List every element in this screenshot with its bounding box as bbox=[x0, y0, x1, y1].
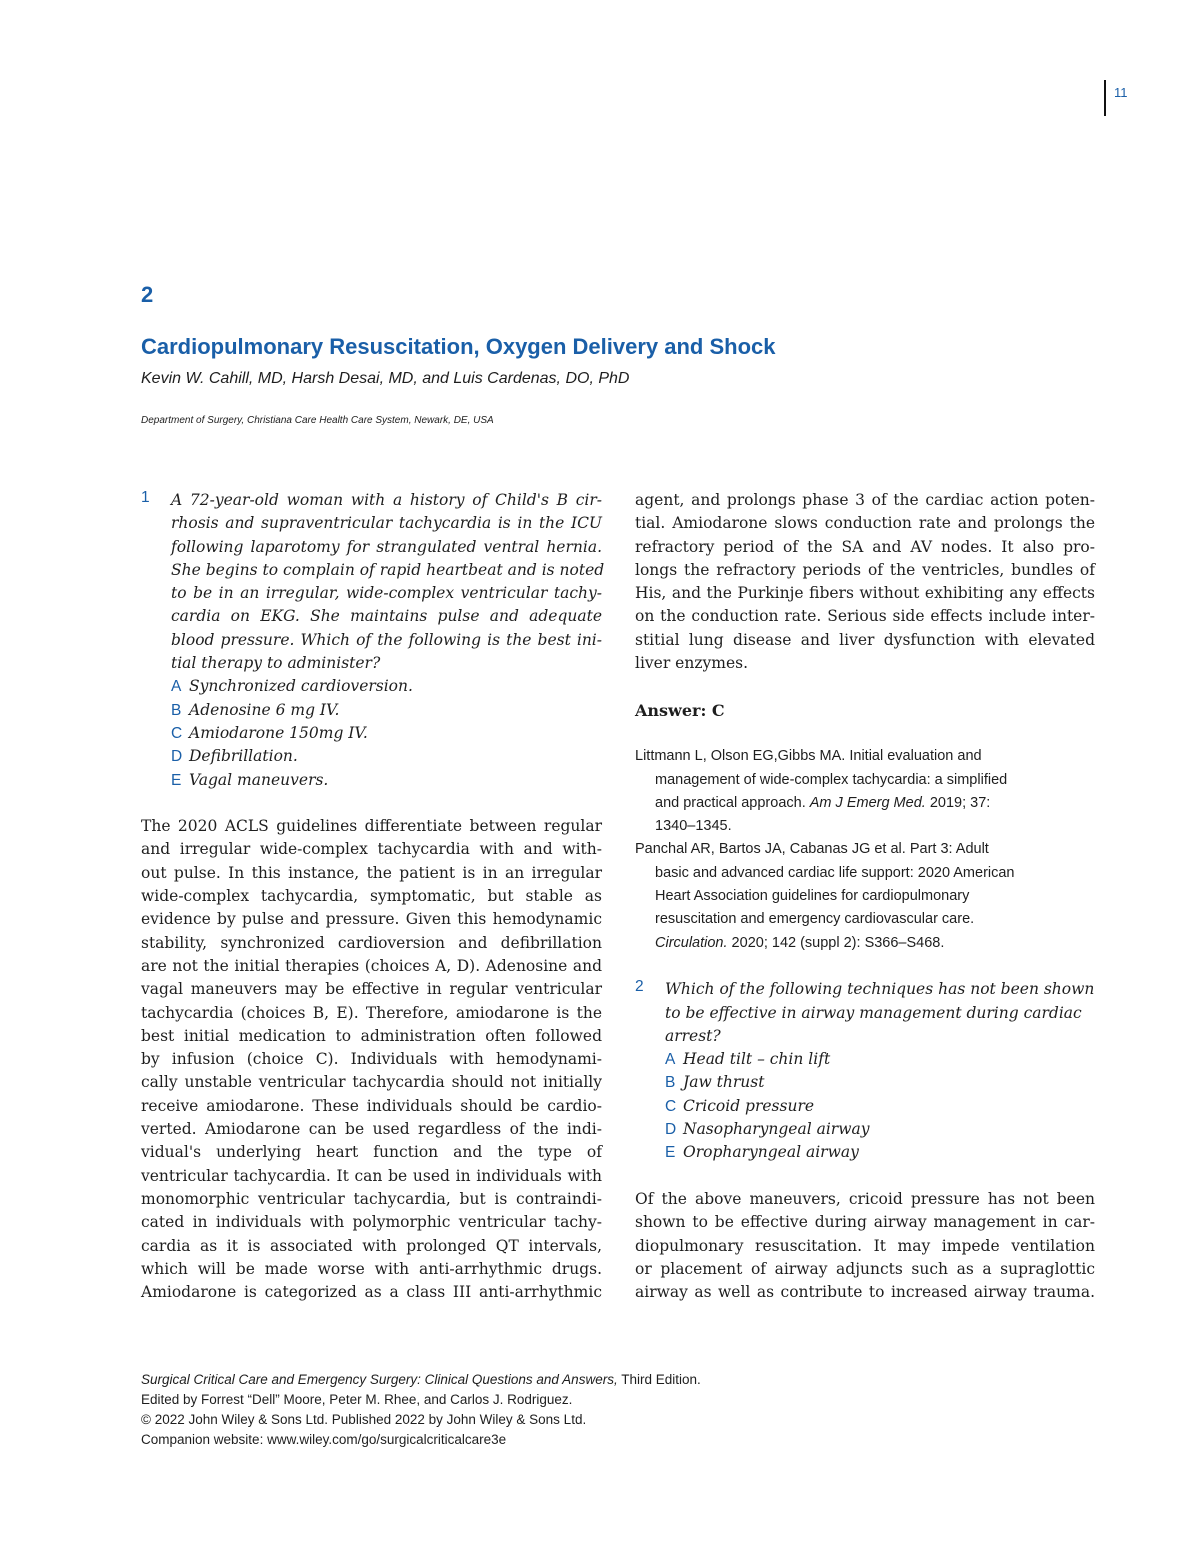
reference-line: 1340–1345. bbox=[655, 818, 732, 835]
answer-option bbox=[141, 699, 602, 722]
answer-option bbox=[141, 745, 602, 768]
stem-line: rhosis and supraventricular tachycardia is in the ICU bbox=[171, 514, 602, 533]
answer-option bbox=[141, 675, 602, 698]
body-line: cated in individuals with polymorphic ventricular tachy- bbox=[141, 1213, 602, 1232]
body-line: The 2020 ACLS guidelines differentiate between regular bbox=[141, 817, 602, 836]
answer-option bbox=[635, 1141, 1095, 1164]
spacer bbox=[635, 722, 1095, 745]
reference-line: resuscitation and emergency cardiovascular care. bbox=[655, 911, 975, 928]
body-line: agent, and prolongs phase 3 of the cardiac action poten- bbox=[635, 491, 1095, 509]
footer-editors: Edited by Forrest “Dell” Moore, Peter M. Rhee, and Carlos J. Rodriguez. bbox=[141, 1392, 573, 1407]
footer-website: Companion website: www.wiley.com/go/surgicalcriticalcare3e bbox=[141, 1432, 507, 1447]
body-line: vidual's underlying heart function and the type of bbox=[141, 1143, 602, 1162]
option-letter: C bbox=[171, 724, 183, 742]
answer-option bbox=[635, 1095, 1095, 1118]
spacer bbox=[635, 955, 1095, 978]
book-title: Surgical Critical Care and Emergency Surgery: Clinical Questions and Answers, bbox=[141, 1372, 618, 1387]
answer-option bbox=[141, 722, 602, 745]
answer-option bbox=[635, 1048, 1095, 1071]
references bbox=[635, 745, 1095, 955]
explanation-2 bbox=[635, 1188, 1095, 1304]
body-line: verted. Amiodarone can be used regardless of the indi- bbox=[141, 1120, 602, 1139]
option-letter: D bbox=[171, 748, 183, 766]
question-2 bbox=[635, 978, 1095, 1164]
spacer bbox=[635, 1165, 1095, 1188]
reference-line: Littmann L, Olson EG,Gibbs MA. Initial evaluation and bbox=[635, 748, 982, 765]
option-letter: E bbox=[665, 1144, 676, 1162]
question-1 bbox=[141, 489, 605, 792]
body-line: best initial medication to administration often followed bbox=[141, 1026, 602, 1045]
explanation-1 bbox=[141, 815, 602, 1304]
footer-copyright: © 2022 John Wiley & Sons Ltd. Published 2022 by John Wiley & Sons Ltd. bbox=[141, 1412, 587, 1427]
body-line: Amiodarone is categorized as a class III anti-arrhythmic bbox=[141, 1283, 602, 1302]
body-line: diopulmonary resuscitation. It may impede ventilation bbox=[635, 1236, 1095, 1255]
body-line: tachycardia (choices B, E). Therefore, amiodarone is the bbox=[141, 1003, 602, 1022]
question-number: 2 bbox=[635, 978, 644, 996]
spacer bbox=[635, 675, 1095, 698]
publication-footer bbox=[141, 1370, 701, 1450]
answer-option bbox=[635, 1118, 1095, 1141]
question-stem bbox=[665, 978, 1095, 1048]
option-letter: B bbox=[171, 701, 182, 719]
stem-line: blood pressure. Which of the following is the best ini- bbox=[171, 630, 602, 649]
option-text: Defibrillation. bbox=[189, 747, 298, 766]
spacer bbox=[141, 792, 602, 815]
body-line: receive amiodarone. These individuals should be cardio- bbox=[141, 1096, 602, 1115]
reference-text: 2019; 37: bbox=[925, 794, 991, 811]
stem-line: to be effective in airway management during cardiac bbox=[665, 1003, 1082, 1022]
body-line: ventricular tachycardia. It can be used in individuals with bbox=[141, 1166, 602, 1185]
footer-book-line bbox=[141, 1370, 701, 1390]
option-letter: B bbox=[665, 1074, 676, 1092]
option-text: Synchronized cardioversion. bbox=[189, 677, 413, 696]
option-letter: D bbox=[665, 1121, 677, 1139]
stem-line: arrest? bbox=[665, 1026, 721, 1045]
body-line: out pulse. In this instance, the patient is in an irregular bbox=[141, 863, 602, 882]
page-number-rule bbox=[1104, 80, 1106, 116]
chapter-number: 2 bbox=[141, 282, 154, 307]
stem-line: A 72-year-old woman with a history of Child's B cir- bbox=[171, 491, 602, 509]
body-line: refractory period of the SA and AV nodes. It also pro- bbox=[635, 537, 1095, 556]
left-column bbox=[141, 489, 605, 1304]
question-number: 1 bbox=[141, 489, 150, 506]
body-line: His, and the Purkinje fibers without exhibiting any effects bbox=[635, 584, 1095, 603]
option-text: Adenosine 6 mg IV. bbox=[189, 700, 340, 719]
chapter-authors: Kevin W. Cahill, MD, Harsh Desai, MD, and Luis Cardenas, DO, PhD bbox=[141, 370, 630, 387]
body-line: are not the initial therapies (choices A, D). Adenosine and bbox=[141, 956, 602, 975]
body-line: liver enzymes. bbox=[635, 654, 749, 673]
body-line: stitial lung disease and liver dysfunction with elevated bbox=[635, 630, 1095, 649]
option-letter: E bbox=[171, 771, 182, 789]
option-letter: A bbox=[171, 678, 182, 696]
book-edition: Third Edition. bbox=[617, 1372, 701, 1387]
body-line: Of the above maneuvers, cricoid pressure has not been bbox=[635, 1189, 1095, 1208]
answer-option bbox=[141, 769, 602, 792]
body-line: airway as well as contribute to increased airway trauma. bbox=[635, 1283, 1095, 1302]
reference-text: 2020; 142 (suppl 2): S366–S468. bbox=[727, 934, 945, 951]
body-line: by infusion (choice C). Individuals with hemodynami- bbox=[141, 1050, 602, 1069]
stem-line: cardia on EKG. She maintains pulse and adequate bbox=[171, 607, 602, 626]
option-text: Amiodarone 150mg IV. bbox=[189, 723, 368, 742]
body-line: which will be made worse with anti-arrhythmic drugs. bbox=[141, 1259, 602, 1278]
body-line: longs the refractory periods of the ventricles, bundles of bbox=[635, 560, 1095, 579]
explanation-1-continued bbox=[635, 489, 1095, 675]
body-line: wide-complex tachycardia, symptomatic, but stable as bbox=[141, 887, 602, 906]
body-line: cardia as it is associated with prolonged QT intervals, bbox=[141, 1236, 602, 1255]
body-line: shown to be effective during airway management in car- bbox=[635, 1213, 1095, 1232]
author-affiliation: Department of Surgery, Christiana Care Health Care System, Newark, DE, USA bbox=[141, 415, 494, 426]
answer-option bbox=[635, 1071, 1095, 1094]
option-text: Cricoid pressure bbox=[683, 1096, 815, 1115]
stem-line: to be in an irregular, wide-complex ventricular tachy- bbox=[171, 584, 602, 603]
chapter-title: Cardiopulmonary Resuscitation, Oxygen Delivery and Shock bbox=[141, 334, 776, 359]
stem-line: following laparotomy for strangulated ventral hernia. bbox=[171, 537, 602, 556]
option-text: Jaw thrust bbox=[683, 1073, 765, 1092]
body-line: cally unstable ventricular tachycardia should not initially bbox=[141, 1073, 602, 1092]
reference-line: basic and advanced cardiac life support: 2020 American bbox=[655, 864, 1015, 881]
reference-line: management of wide-complex tachycardia: a simplified bbox=[655, 771, 1008, 788]
body-line: evidence by pulse and pressure. Given this hemodynamic bbox=[141, 910, 602, 929]
answer-label: Answer: C bbox=[635, 700, 725, 720]
page-number: 11 bbox=[1114, 85, 1128, 100]
right-column bbox=[635, 489, 1095, 1304]
question-stem bbox=[171, 489, 605, 675]
option-text: Oropharyngeal airway bbox=[683, 1143, 859, 1162]
option-text: Vagal maneuvers. bbox=[189, 770, 329, 789]
journal-name: Am J Emerg Med. bbox=[809, 794, 926, 811]
option-letter: C bbox=[665, 1097, 677, 1115]
stem-line: tial therapy to administer? bbox=[171, 654, 381, 673]
reference-line: Heart Association guidelines for cardiopulmonary bbox=[655, 888, 970, 905]
body-line: tial. Amiodarone slows conduction rate and prolongs the bbox=[635, 514, 1095, 533]
body-line: and irregular wide-complex tachycardia with and with- bbox=[141, 840, 602, 859]
body-line: stability, synchronized cardioversion and defibrillation bbox=[141, 933, 602, 952]
body-line: or placement of airway adjuncts such as a supraglottic bbox=[635, 1259, 1095, 1278]
option-letter: A bbox=[665, 1051, 676, 1069]
option-text: Nasopharyngeal airway bbox=[683, 1120, 870, 1139]
reference-line: Panchal AR, Bartos JA, Cabanas JG et al. Part 3: Adult bbox=[635, 841, 989, 858]
body-line: monomorphic ventricular tachycardia, but is contraindi- bbox=[141, 1189, 602, 1208]
body-line: on the conduction rate. Serious side effects include inter- bbox=[635, 607, 1095, 626]
reference-line bbox=[635, 792, 1095, 815]
option-text: Head tilt – chin lift bbox=[683, 1050, 831, 1069]
body-line: vagal maneuvers may be effective in regular ventricular bbox=[141, 980, 602, 999]
stem-line: Which of the following techniques has not been shown bbox=[665, 980, 1095, 999]
reference-text: and practical approach. bbox=[655, 794, 810, 811]
journal-name: Circulation. bbox=[655, 934, 728, 951]
stem-line: She begins to complain of rapid heartbeat and is noted bbox=[171, 560, 605, 579]
reference-line bbox=[635, 932, 1095, 955]
